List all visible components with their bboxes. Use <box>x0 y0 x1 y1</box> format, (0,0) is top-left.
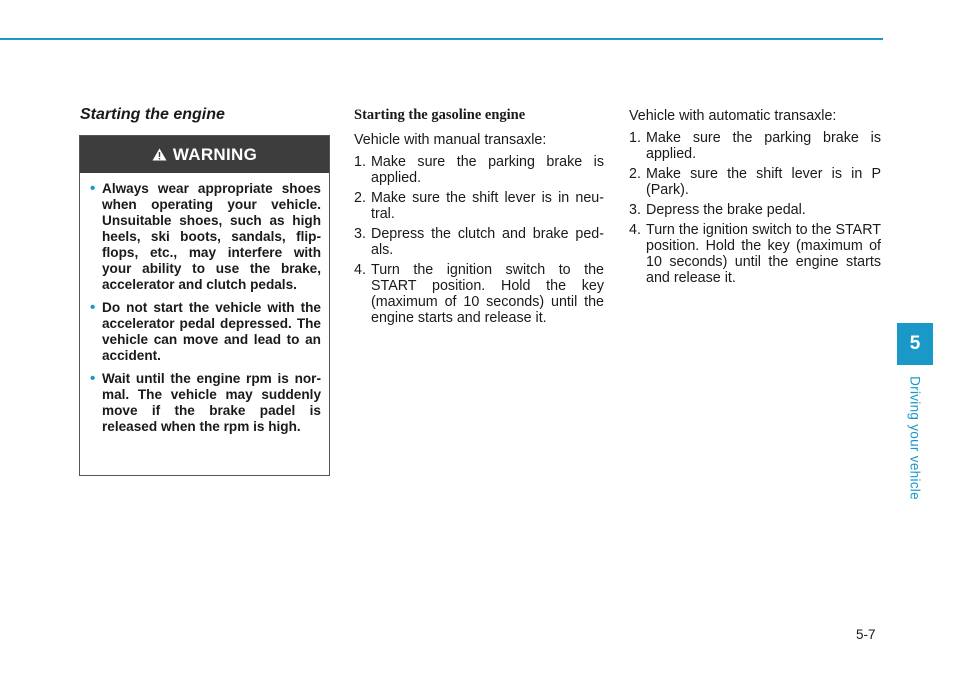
step-number: 1. <box>354 154 366 170</box>
step-text: Make sure the parking brake is applied. <box>646 130 881 162</box>
step-text: Depress the clutch and brake ped-als. <box>371 226 604 258</box>
step-text: Turn the ignition switch to the START position. Hold the key (maximum of 10 seconds) until the engine starts and release it. <box>371 262 604 326</box>
warning-item-text: Do not start the vehicle with the accelerator pedal depressed. The vehicle can move and lead to an accident. <box>102 300 321 363</box>
step-text: Make sure the shift lever is in neu-tral. <box>371 190 604 222</box>
step-number: 2. <box>629 166 641 182</box>
warning-item <box>88 371 321 435</box>
manual-label: Vehicle with manual transaxle: <box>354 132 547 148</box>
step-item <box>354 262 604 326</box>
step-number: 1. <box>629 130 641 146</box>
bullet-icon: • <box>90 370 96 387</box>
step-item <box>354 190 604 222</box>
page-number: 5-7 <box>856 627 876 642</box>
warning-triangle-icon <box>152 148 167 161</box>
automatic-transaxle-column <box>629 107 881 290</box>
step-item <box>354 154 604 186</box>
step-text: Make sure the shift lever is in P (Park). <box>646 166 881 198</box>
warning-item <box>88 181 321 293</box>
gasoline-heading: Starting the gasoline engine <box>354 107 526 123</box>
step-number: 3. <box>354 226 366 242</box>
warning-header <box>80 136 329 173</box>
warning-item <box>88 300 321 364</box>
step-number: 4. <box>354 262 366 278</box>
step-item <box>629 202 881 218</box>
warning-item-text: Always wear appropriate shoes when operating your vehicle. Unsuitable shoes, such as high heels, ski boots, sandals, flip-flops, etc., may interfere with your ability to use the brake, accelerator and clutch pedals. <box>102 181 321 292</box>
step-number: 2. <box>354 190 366 206</box>
chapter-tab: 5 <box>897 323 933 365</box>
warning-list <box>80 173 329 435</box>
warning-item-text: Wait until the engine rpm is nor-mal. The vehicle may suddenly move if the brake padel is released when the rpm is high. <box>102 371 321 434</box>
auto-steps <box>629 130 881 286</box>
manual-steps <box>354 154 604 326</box>
step-text: Turn the ignition switch to the START position. Hold the key (maximum of 10 seconds) until the engine starts and release it. <box>646 222 881 286</box>
step-number: 3. <box>629 202 641 218</box>
manual-transaxle-column <box>354 107 604 330</box>
step-item <box>629 222 881 286</box>
step-item <box>629 130 881 162</box>
top-rule <box>0 38 883 40</box>
step-item <box>354 226 604 258</box>
step-number: 4. <box>629 222 641 238</box>
warning-box <box>79 135 330 476</box>
chapter-label: Driving your vehicle <box>907 376 923 500</box>
section-title: Starting the engine <box>80 106 225 123</box>
step-text: Make sure the parking brake is applied. <box>371 154 604 186</box>
bullet-icon: • <box>90 180 96 197</box>
auto-label: Vehicle with automatic transaxle: <box>629 108 837 124</box>
step-item <box>629 166 881 198</box>
step-text: Depress the brake pedal. <box>646 202 806 218</box>
bullet-icon: • <box>90 299 96 316</box>
warning-title: WARNING <box>172 144 258 164</box>
